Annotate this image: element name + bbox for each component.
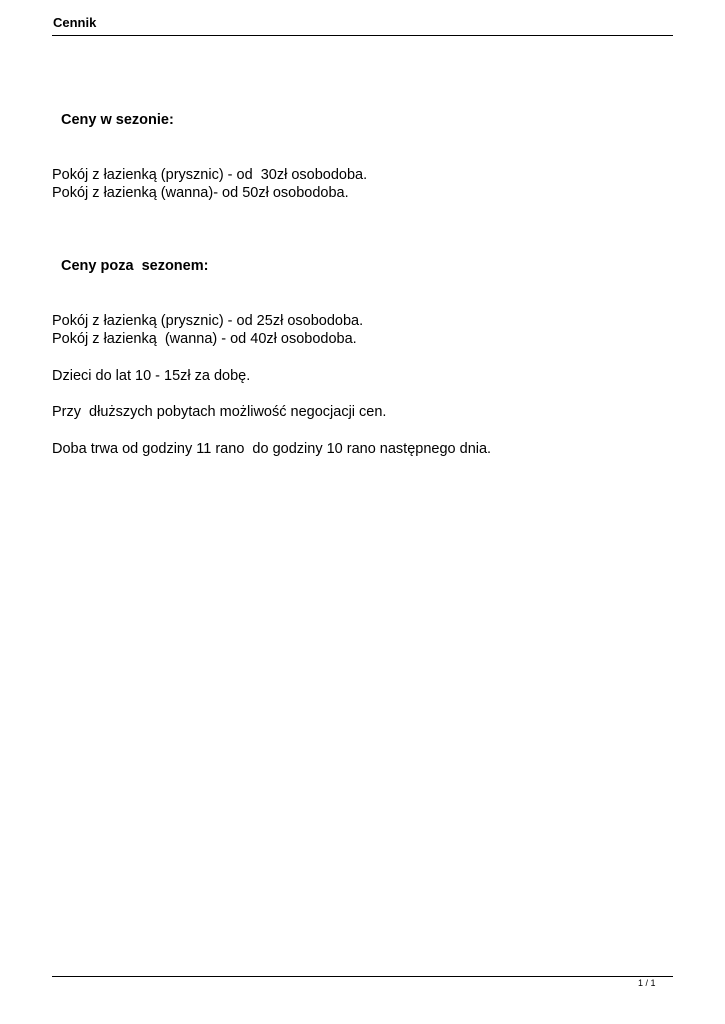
off-season-price-shower: Pokój z łazienką (prysznic) - od 25zł osobodoba. [52,313,364,329]
header-divider [52,35,673,36]
off-season-price-bath: Pokój z łazienką (wanna) - od 40zł osobodoba. [52,331,357,347]
season-price-bath: Pokój z łazienką (wanna)- od 50zł osobodoba. [52,185,349,201]
footer-divider [52,976,673,977]
page-header-title: Cennik [53,15,97,30]
off-season-prices-heading: Ceny poza sezonem: [61,258,209,274]
children-price-note: Dzieci do lat 10 - 15zł za dobę. [52,368,251,384]
longer-stays-note: Przy dłuższych pobytach możliwość negocjacji cen. [52,404,387,420]
day-definition-note: Doba trwa od godziny 11 rano do godziny 10 rano następnego dnia. [52,441,492,457]
season-prices-heading: Ceny w sezonie: [61,112,174,128]
page-number: 1 / 1 [638,978,656,988]
season-price-shower: Pokój z łazienką (prysznic) - od 30zł osobodoba. [52,167,368,183]
